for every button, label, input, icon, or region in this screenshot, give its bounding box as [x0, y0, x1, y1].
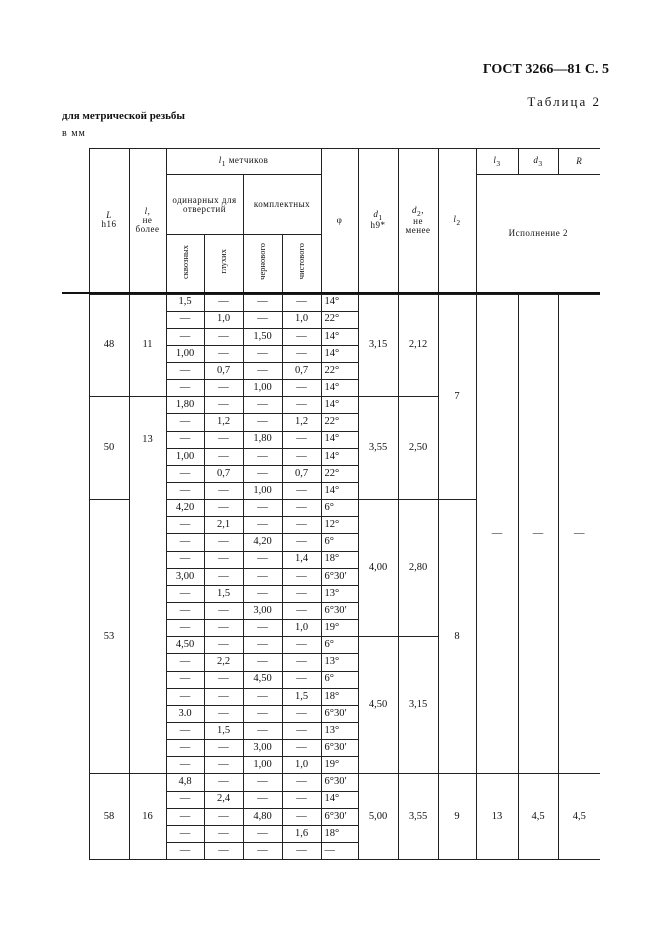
cell-phi: 14°	[321, 483, 358, 500]
cell-blind: —	[204, 705, 243, 722]
unit-label: в мм	[62, 128, 86, 139]
cell-finish: —	[282, 637, 321, 654]
cell-rough: —	[243, 500, 282, 517]
cell-phi: 6°	[321, 534, 358, 551]
cell-through: —	[166, 534, 204, 551]
cell-blind: —	[204, 774, 243, 791]
cell-blind: —	[204, 551, 243, 568]
cell-through: —	[166, 808, 204, 825]
cell-phi: 6°30′	[321, 705, 358, 722]
cell-rough: —	[243, 311, 282, 328]
cell-through: —	[166, 603, 204, 620]
cell-finish: 1,0	[282, 620, 321, 637]
cell-through: —	[166, 517, 204, 534]
cell-finish: —	[282, 517, 321, 534]
cell-finish: 1,0	[282, 757, 321, 774]
cell-finish: —	[282, 585, 321, 602]
cell-finish: —	[282, 843, 321, 860]
cell-finish: —	[282, 483, 321, 500]
cell-d2: 2,12	[398, 294, 438, 397]
col-R-header: R	[558, 149, 600, 175]
cell-through: —	[166, 551, 204, 568]
cell-through: 3.0	[166, 705, 204, 722]
cell-blind: 0,7	[204, 363, 243, 380]
cell-finish: —	[282, 671, 321, 688]
cell-through: —	[166, 311, 204, 328]
cell-through: —	[166, 740, 204, 757]
cell-blind: —	[204, 294, 243, 311]
cell-phi: 6°30′	[321, 774, 358, 791]
cell-phi: 19°	[321, 757, 358, 774]
col-l-header: l, не более	[129, 149, 166, 293]
cell-through: —	[166, 688, 204, 705]
cell-blind: —	[204, 534, 243, 551]
cell-through: —	[166, 465, 204, 482]
cell-L: 58	[89, 774, 129, 860]
cell-d1: 4,00	[358, 500, 398, 637]
cell-l2: 8	[438, 500, 476, 774]
cell-rough: 1,00	[243, 483, 282, 500]
cell-phi: 13°	[321, 723, 358, 740]
cell-rough: —	[243, 465, 282, 482]
cell-through: —	[166, 483, 204, 500]
cell-d2: 3,55	[398, 774, 438, 860]
blind-header: глухих	[204, 235, 243, 293]
cell-phi: 18°	[321, 551, 358, 568]
cell-blind: —	[204, 483, 243, 500]
cell-through: 4,8	[166, 774, 204, 791]
cell-finish: —	[282, 534, 321, 551]
cell-l2: 7	[438, 294, 476, 500]
blank-lead-cell	[62, 149, 89, 293]
cell-rough: 4,80	[243, 808, 282, 825]
cell-d2: 2,50	[398, 397, 438, 500]
cell-finish: —	[282, 380, 321, 397]
cell-phi: 6°30′	[321, 568, 358, 585]
cell-finish: —	[282, 603, 321, 620]
cell-through: —	[166, 431, 204, 448]
cell-rough: —	[243, 843, 282, 860]
cell-through: —	[166, 363, 204, 380]
cell-finish: —	[282, 500, 321, 517]
cell-finish: —	[282, 808, 321, 825]
cell-R: —	[558, 294, 600, 774]
cell-phi: 6°	[321, 500, 358, 517]
cell-d1: 3,55	[358, 397, 398, 500]
cell-finish: —	[282, 448, 321, 465]
cell-through: —	[166, 585, 204, 602]
cell-phi: 14°	[321, 791, 358, 808]
cell-blind: —	[204, 380, 243, 397]
cell-rough: —	[243, 517, 282, 534]
complex-taps-header: комплектных	[243, 175, 321, 235]
cell-finish: 1,6	[282, 825, 321, 842]
execution-2-header: Исполнение 2	[476, 175, 600, 293]
cell-finish: —	[282, 568, 321, 585]
cell-d3: 4,5	[518, 774, 558, 860]
cell-blind: —	[204, 825, 243, 842]
cell-finish: 1,0	[282, 311, 321, 328]
cell-rough: —	[243, 568, 282, 585]
cell-blind: —	[204, 740, 243, 757]
cell-through: 4,50	[166, 637, 204, 654]
cell-finish: —	[282, 328, 321, 345]
cell-phi: 14°	[321, 380, 358, 397]
cell-rough: —	[243, 637, 282, 654]
cell-rough: —	[243, 688, 282, 705]
cell-blind: 2,1	[204, 517, 243, 534]
cell-blind: 1,0	[204, 311, 243, 328]
cell-rough: —	[243, 294, 282, 311]
cell-d2: 3,15	[398, 637, 438, 774]
cell-phi: 6°	[321, 637, 358, 654]
cell-through: 1,00	[166, 345, 204, 362]
cell-rough: 1,00	[243, 757, 282, 774]
cell-through: 1,5	[166, 294, 204, 311]
table-subtitle: для метрической резьбы	[62, 110, 186, 122]
cell-through: —	[166, 414, 204, 431]
cell-d3: —	[518, 294, 558, 774]
cell-finish: —	[282, 723, 321, 740]
cell-rough: —	[243, 774, 282, 791]
cell-blind: —	[204, 671, 243, 688]
cell-blind: 1,5	[204, 723, 243, 740]
cell-through: —	[166, 620, 204, 637]
cell-phi: 22°	[321, 414, 358, 431]
dimensions-table	[62, 148, 600, 860]
cell-rough: —	[243, 397, 282, 414]
col-d3-header: $d_3$	[518, 149, 558, 175]
cell-phi: 14°	[321, 448, 358, 465]
cell-blind: —	[204, 568, 243, 585]
cell-through: —	[166, 757, 204, 774]
cell-rough: —	[243, 705, 282, 722]
cell-finish: —	[282, 294, 321, 311]
cell-finish: 0,7	[282, 363, 321, 380]
cell-phi: 6°30′	[321, 603, 358, 620]
cell-blind: —	[204, 808, 243, 825]
cell-finish: —	[282, 791, 321, 808]
cell-phi: 6°	[321, 671, 358, 688]
cell-finish: —	[282, 345, 321, 362]
cell-rough: —	[243, 448, 282, 465]
cell-blind: —	[204, 843, 243, 860]
cell-phi: 22°	[321, 311, 358, 328]
cell-blind: —	[204, 688, 243, 705]
cell-blind: —	[204, 500, 243, 517]
col-phi-header: φ	[321, 149, 358, 293]
cell-phi: 14°	[321, 345, 358, 362]
cell-phi: —	[321, 843, 358, 860]
col-l1-header: $l_1$ метчиков	[166, 149, 321, 175]
cell-finish: 1,4	[282, 551, 321, 568]
cell-rough: —	[243, 791, 282, 808]
cell-finish: —	[282, 740, 321, 757]
cell-blind: 1,2	[204, 414, 243, 431]
cell-rough: —	[243, 585, 282, 602]
cell-l2: 9	[438, 774, 476, 860]
cell-rough: 4,50	[243, 671, 282, 688]
cell-phi: 14°	[321, 431, 358, 448]
col-l2-header: $l_2$	[438, 149, 476, 293]
cell-finish: —	[282, 431, 321, 448]
rough-header: чернового	[243, 235, 282, 293]
cell-blind: —	[204, 448, 243, 465]
cell-finish: —	[282, 774, 321, 791]
cell-phi: 22°	[321, 363, 358, 380]
cell-l: 16	[129, 774, 166, 860]
table-row	[62, 774, 600, 791]
cell-d1: 5,00	[358, 774, 398, 860]
cell-rough: —	[243, 654, 282, 671]
through-header: сквозных	[166, 235, 204, 293]
cell-blind: —	[204, 431, 243, 448]
cell-finish: 1,2	[282, 414, 321, 431]
cell-rough: 3,00	[243, 603, 282, 620]
cell-through: —	[166, 843, 204, 860]
cell-rough: —	[243, 723, 282, 740]
cell-L: 53	[89, 500, 129, 774]
cell-blind: —	[204, 620, 243, 637]
cell-rough: 3,00	[243, 740, 282, 757]
cell-through: —	[166, 328, 204, 345]
cell-rough: —	[243, 551, 282, 568]
col-d2-header: $d_2$, не менее	[398, 149, 438, 293]
cell-blind: —	[204, 397, 243, 414]
cell-d1: 4,50	[358, 637, 398, 774]
cell-phi: 13°	[321, 585, 358, 602]
cell-finish: —	[282, 397, 321, 414]
blank-lead-cell	[62, 294, 89, 860]
cell-through: 1,80	[166, 397, 204, 414]
cell-phi: 22°	[321, 465, 358, 482]
cell-phi: 18°	[321, 688, 358, 705]
cell-through: 1,00	[166, 448, 204, 465]
cell-phi: 6°30′	[321, 740, 358, 757]
cell-through: —	[166, 671, 204, 688]
cell-d1: 3,15	[358, 294, 398, 397]
cell-through: —	[166, 825, 204, 842]
cell-rough: 4,20	[243, 534, 282, 551]
cell-l: 11	[129, 294, 166, 397]
cell-through: —	[166, 723, 204, 740]
cell-l3: —	[476, 294, 518, 774]
cell-finish: 0,7	[282, 465, 321, 482]
cell-through: —	[166, 791, 204, 808]
cell-finish: 1,5	[282, 688, 321, 705]
cell-phi: 12°	[321, 517, 358, 534]
table-number: Таблица 2	[527, 94, 601, 109]
cell-blind: 0,7	[204, 465, 243, 482]
table-row	[62, 294, 600, 311]
cell-R: 4,5	[558, 774, 600, 860]
cell-blind: —	[204, 603, 243, 620]
cell-phi: 19°	[321, 620, 358, 637]
cell-rough: —	[243, 825, 282, 842]
cell-rough: —	[243, 414, 282, 431]
cell-finish: —	[282, 654, 321, 671]
single-taps-header: одинарных для отверстий	[166, 175, 243, 235]
cell-blind: —	[204, 328, 243, 345]
cell-blind: 2,2	[204, 654, 243, 671]
document-header: ГОСТ 3266—81 С. 5	[482, 62, 609, 77]
cell-blind: 2,4	[204, 791, 243, 808]
cell-L: 50	[89, 397, 129, 500]
cell-l3: 13	[476, 774, 518, 860]
cell-phi: 13°	[321, 654, 358, 671]
col-L-header: L h16	[89, 149, 129, 293]
cell-rough: 1,80	[243, 431, 282, 448]
cell-blind: 1,5	[204, 585, 243, 602]
cell-rough: —	[243, 620, 282, 637]
finish-header: чистового	[282, 235, 321, 293]
col-d1-header: $d_1$ h9*	[358, 149, 398, 293]
cell-blind: —	[204, 345, 243, 362]
cell-blind: —	[204, 637, 243, 654]
cell-d2: 2,80	[398, 500, 438, 637]
cell-rough: —	[243, 345, 282, 362]
cell-phi: 18°	[321, 825, 358, 842]
cell-l: 13	[129, 397, 166, 774]
cell-through: —	[166, 654, 204, 671]
cell-through: —	[166, 380, 204, 397]
cell-rough: —	[243, 363, 282, 380]
cell-through: 4,20	[166, 500, 204, 517]
cell-L: 48	[89, 294, 129, 397]
cell-through: 3,00	[166, 568, 204, 585]
cell-finish: —	[282, 705, 321, 722]
col-l3-header: $l_3$	[476, 149, 518, 175]
cell-rough: 1,00	[243, 380, 282, 397]
cell-phi: 14°	[321, 294, 358, 311]
cell-rough: 1,50	[243, 328, 282, 345]
cell-phi: 14°	[321, 328, 358, 345]
cell-phi: 6°30′	[321, 808, 358, 825]
cell-phi: 14°	[321, 397, 358, 414]
cell-blind: —	[204, 757, 243, 774]
